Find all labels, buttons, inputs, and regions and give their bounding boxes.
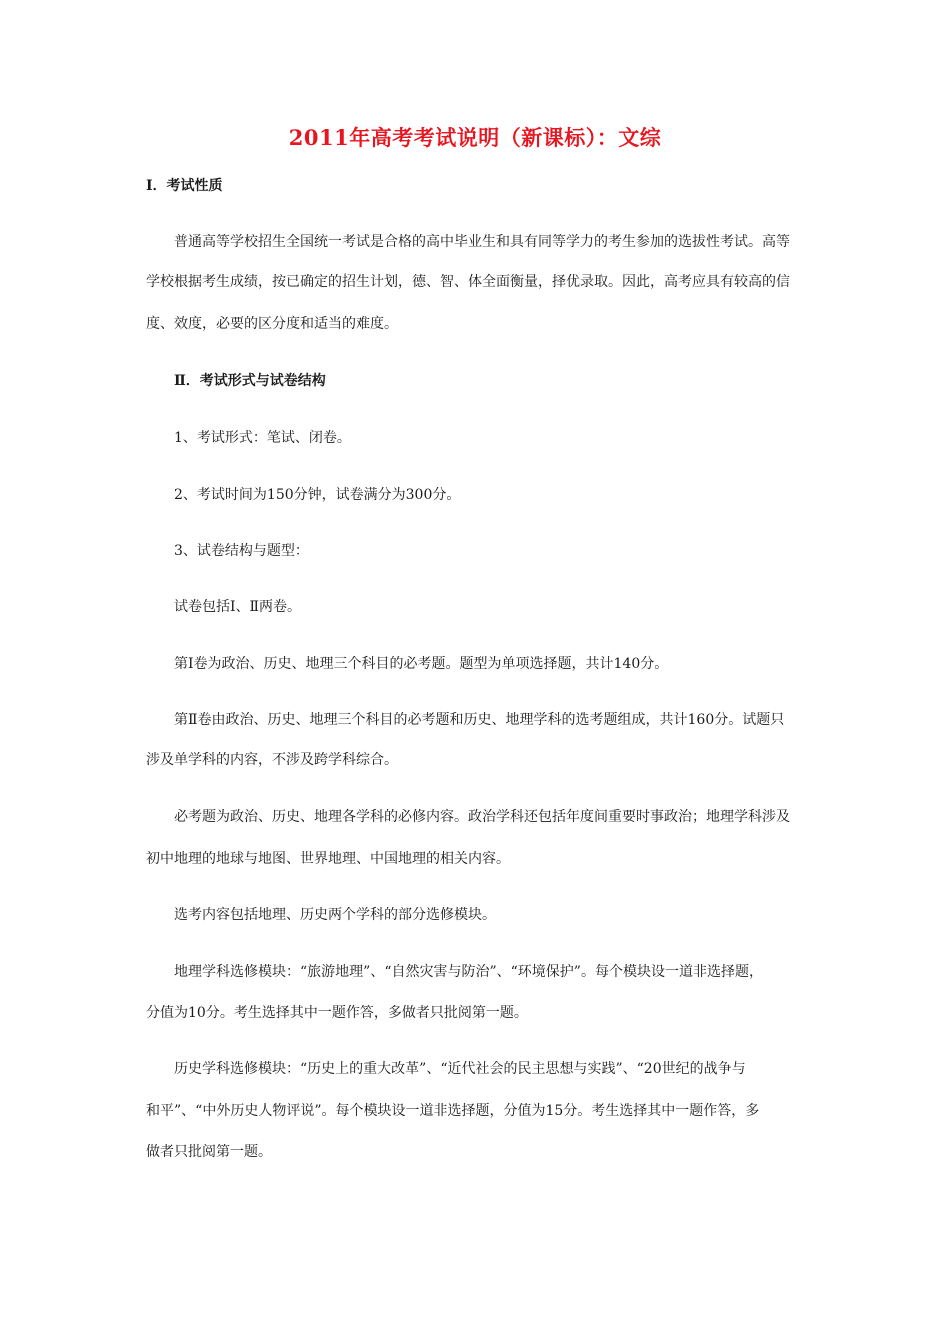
list-item-structure: 3、试卷结构与题型： (174, 543, 309, 559)
paragraph-line: 普通高等学校招生全国统一考试是合格的高中毕业生和具有同等学力的考生参加的选拔性考试。高等 (174, 234, 790, 250)
paragraph-line: 和平”、“中外历史人物评说”。每个模块设一道非选择题，分值为15分。考生选择其中一题作答，多 (146, 1103, 760, 1119)
paragraph-line: 必考题为政治、历史、地理各学科的必修内容。政治学科还包括年度间重要时事政治；地理学科涉及 (174, 809, 790, 825)
paragraph-elective: 选考内容包括地理、历史两个学科的部分选修模块。 (174, 907, 496, 923)
paragraph-line: 学校根据考生成绩，按已确定的招生计划，德、智、体全面衡量，择优录取。因此，高考应具有较高的信 (146, 274, 790, 290)
paragraph-line: 地理学科选修模块：“旅游地理”、“自然灾害与防治”、“环境保护”。每个模块设一道非选择题， (174, 964, 763, 980)
paragraph-volume-1: 第Ⅰ卷为政治、历史、地理三个科目的必考题。题型为单项选择题，共计140分。 (174, 656, 669, 672)
paragraph-line: 初中地理的地球与地图、世界地理、中国地理的相关内容。 (146, 851, 510, 867)
list-item-format: 1、考试形式：笔试、闭卷。 (174, 430, 351, 446)
paragraph-line: 涉及单学科的内容，不涉及跨学科综合。 (146, 752, 398, 768)
paragraph-line: 度、效度，必要的区分度和适当的难度。 (146, 316, 398, 332)
paragraph-line: 做者只批阅第一题。 (146, 1144, 272, 1160)
section-heading-nature: Ⅰ．考试性质 (146, 178, 223, 194)
paragraph-line: 分值为10分。考生选择其中一题作答，多做者只批阅第一题。 (146, 1005, 528, 1021)
paragraph-line: 第Ⅱ卷由政治、历史、地理三个科目的必考题和历史、地理学科的选考题组成，共计160分。试题只 (174, 712, 785, 728)
section-heading-format: Ⅱ．考试形式与试卷结构 (174, 373, 326, 389)
list-item-time: 2、考试时间为150分钟，试卷满分为300分。 (174, 487, 461, 503)
document-title: 2011年高考考试说明（新课标）：文综 (288, 125, 662, 150)
paragraph-line: 历史学科选修模块：“历史上的重大改革”、“近代社会的民主思想与实践”、“20世纪的战争与 (174, 1061, 746, 1077)
paragraph-papers: 试卷包括Ⅰ、Ⅱ两卷。 (174, 599, 302, 615)
